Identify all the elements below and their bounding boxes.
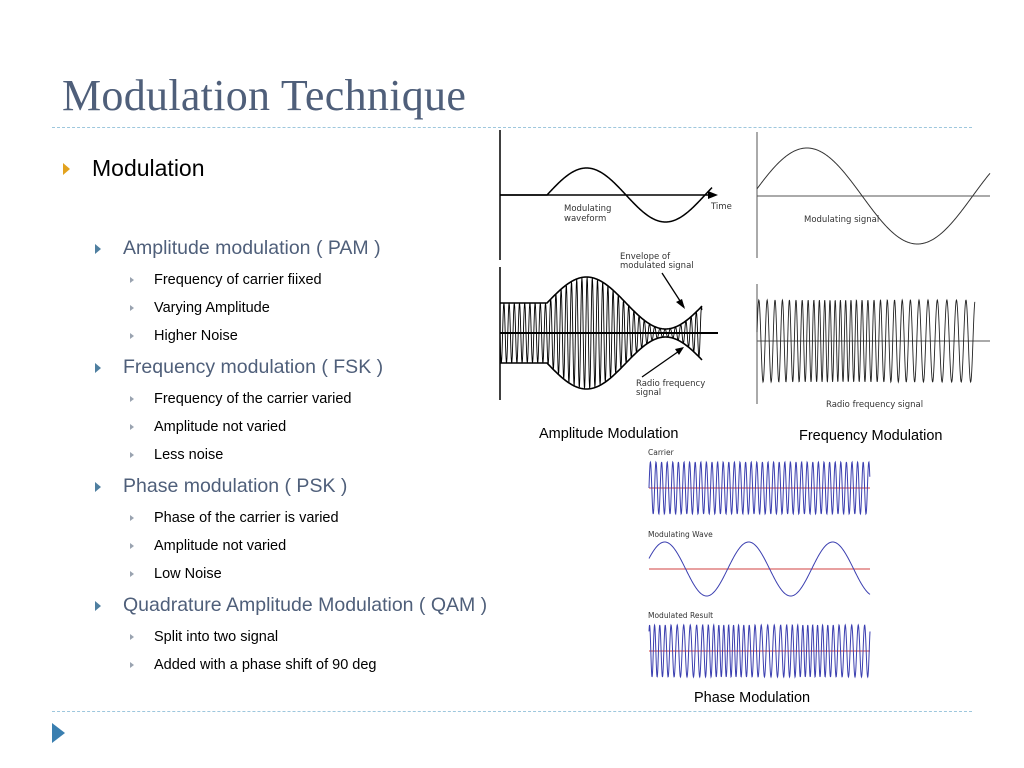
am-item-3: Higher Noise bbox=[154, 328, 238, 344]
bullet-marker-icon bbox=[63, 163, 70, 175]
sub-bullet-icon bbox=[130, 634, 134, 640]
sub-bullet-icon bbox=[130, 305, 134, 311]
fm-modulating-figure bbox=[750, 130, 995, 260]
am-modulated-figure bbox=[490, 245, 730, 405]
fm-item-2: Amplitude not varied bbox=[154, 419, 287, 435]
am-modulating-figure bbox=[490, 128, 740, 263]
pm-carrier-label: Carrier bbox=[648, 448, 674, 457]
bullet-qam: Quadrature Amplitude Modulation ( QAM ) bbox=[123, 594, 488, 616]
sub-bullet-icon bbox=[130, 662, 134, 668]
sub-bullet-icon bbox=[130, 515, 134, 521]
rf-signal-label: Radio frequency signal bbox=[636, 379, 706, 398]
bullet-pm: Phase modulation ( PSK ) bbox=[123, 475, 348, 497]
sub-bullet-icon bbox=[130, 333, 134, 339]
fm-modulating-label: Modulating signal bbox=[804, 215, 880, 225]
sub-bullet-icon bbox=[130, 571, 134, 577]
bullet-marker-icon bbox=[95, 482, 101, 492]
sub-bullet-icon bbox=[130, 543, 134, 549]
bullet-am: Amplitude modulation ( PAM ) bbox=[123, 237, 381, 259]
pm-item-1: Phase of the carrier is varied bbox=[154, 510, 339, 526]
am-caption: Amplitude Modulation bbox=[539, 426, 679, 442]
sub-bullet-icon bbox=[130, 452, 134, 458]
fm-item-3: Less noise bbox=[154, 447, 224, 463]
fm-item-1: Frequency of the carrier varied bbox=[154, 391, 352, 407]
qam-item-1: Split into two signal bbox=[154, 629, 279, 645]
pm-item-2: Amplitude not varied bbox=[154, 538, 287, 554]
envelope-label: Envelope of modulated signal bbox=[620, 252, 694, 271]
bullet-marker-icon bbox=[95, 601, 101, 611]
time-label: Time bbox=[711, 202, 732, 212]
sub-bullet-icon bbox=[130, 424, 134, 430]
am-item-2: Varying Amplitude bbox=[154, 300, 270, 316]
pm-figure bbox=[642, 445, 877, 685]
fm-rf-figure bbox=[750, 280, 995, 410]
pm-result-label: Modulated Result bbox=[648, 611, 714, 620]
fm-rf-label: Radio frequency signal bbox=[826, 400, 924, 410]
fm-caption: Frequency Modulation bbox=[799, 428, 943, 444]
sub-bullet-icon bbox=[130, 396, 134, 402]
modulating-waveform-label: Modulating waveform bbox=[564, 204, 612, 224]
sub-bullet-icon bbox=[130, 277, 134, 283]
bullet-modulation: Modulation bbox=[92, 155, 205, 181]
pm-modulating-label: Modulating Wave bbox=[648, 530, 713, 539]
play-triangle-icon[interactable] bbox=[52, 723, 65, 743]
slide-title: Modulation Technique bbox=[62, 71, 467, 120]
bullet-marker-icon bbox=[95, 363, 101, 373]
qam-item-2: Added with a phase shift of 90 deg bbox=[154, 657, 377, 673]
bullet-list bbox=[0, 0, 560, 700]
footer-divider bbox=[52, 711, 972, 712]
am-item-1: Frequency of carrier fiixed bbox=[154, 272, 322, 288]
pm-caption: Phase Modulation bbox=[694, 690, 811, 706]
bullet-marker-icon bbox=[95, 244, 101, 254]
bullet-fm: Frequency modulation ( FSK ) bbox=[123, 356, 384, 378]
pm-item-3: Low Noise bbox=[154, 566, 222, 582]
